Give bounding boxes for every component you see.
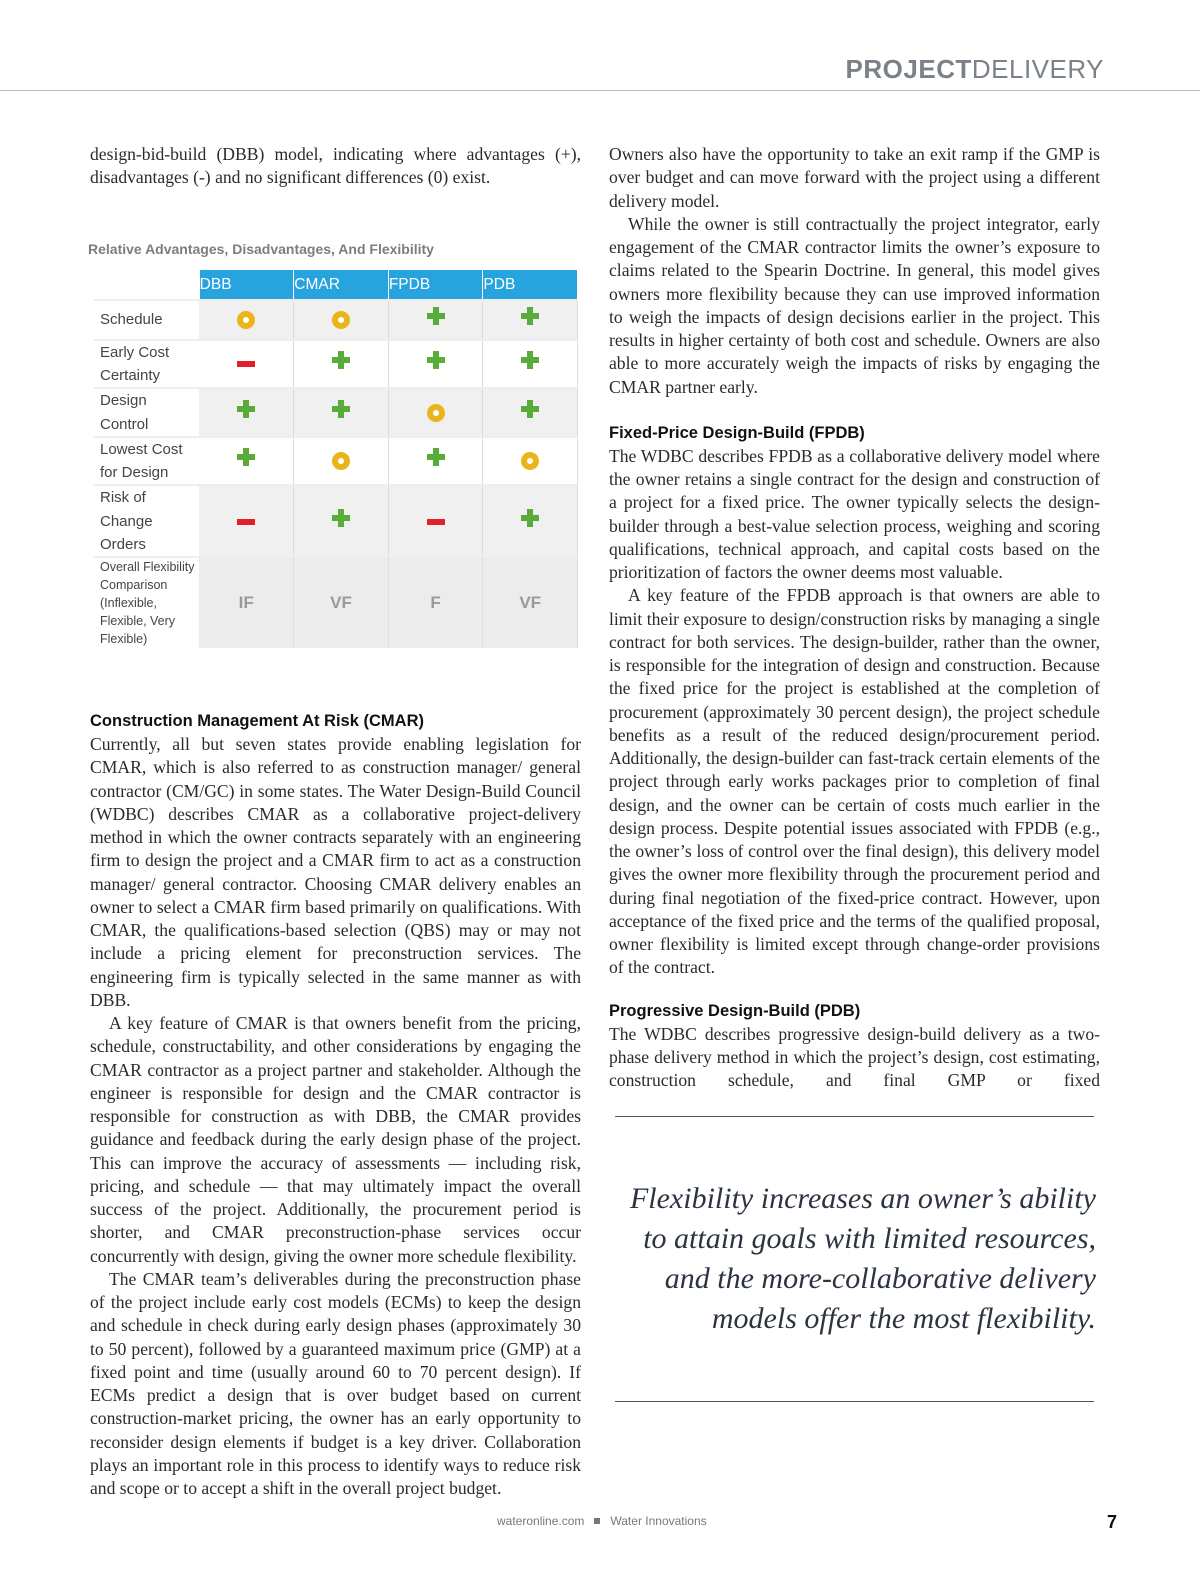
minus-icon xyxy=(237,519,255,525)
flexibility-label xyxy=(94,557,199,648)
plus-icon xyxy=(521,307,539,325)
flexibility-value: F xyxy=(388,557,483,648)
pull-quote: Flexibility increases an owner’s ability to attain goals with limited resources, and the more-collaborative delivery models offer the most flexibility. xyxy=(629,1182,1096,1336)
table-row xyxy=(94,485,578,557)
row-label: Early Cost Certainty xyxy=(94,340,199,389)
rating-cell xyxy=(199,437,294,486)
plus-icon xyxy=(427,307,445,325)
rating-cell xyxy=(483,485,578,557)
quote-rule-top xyxy=(615,1116,1094,1117)
table-row xyxy=(94,437,578,486)
table-row xyxy=(94,340,578,389)
comparison-table xyxy=(94,270,578,648)
body-paragraph: The WDBC describes FPDB as a collaborative delivery model where the owner retains a single contract for the design and construction of a project for a fixed price. The owner typically selects the design-builder through a best-value selection process, weighing and scoring qualifications, technical approach, and capital costs based on the prioritization of factors the owner deems most valuable. xyxy=(609,445,1100,582)
zero-circle-icon xyxy=(427,404,445,422)
page-number: 7 xyxy=(1107,1512,1118,1532)
row-label: Design Control xyxy=(94,388,199,437)
zero-circle-icon xyxy=(237,311,255,329)
rating-cell xyxy=(199,300,294,340)
rating-cell xyxy=(483,340,578,389)
rating-cell xyxy=(199,340,294,389)
table-row xyxy=(94,388,578,437)
rating-cell xyxy=(199,485,294,557)
left-column xyxy=(90,143,581,1500)
flexibility-value: VF xyxy=(483,557,578,648)
rating-cell xyxy=(483,437,578,486)
footer-site: wateronline.com xyxy=(497,1514,585,1528)
plus-icon xyxy=(521,400,539,418)
plus-icon xyxy=(332,509,350,527)
body-paragraph: Owners also have the opportunity to take an exit ramp if the GMP is over budget and can move forward with the project using a different delivery model. xyxy=(609,144,1100,211)
header-divider xyxy=(0,90,1200,91)
table-title: Relative Advantages, Disadvantages, And Flexibility xyxy=(88,240,434,257)
column-header: PDB xyxy=(483,270,578,300)
body-paragraph: While the owner is still contractually the project integrator, early engagement of the CMAR contractor limits the owner’s exposure to claims related to the Spearin Doctrine. In general, this model gives owners more flexibility because they can use improved information to weigh the impacts of design decisions earlier in the project. This results in higher certainty of both cost and schedule. Owners are also able to more accurately weigh the impacts of risks by engaging the CMAR partner early. xyxy=(609,213,1100,397)
column-header: FPDB xyxy=(388,270,483,300)
plus-icon xyxy=(332,400,350,418)
flex-label-1: Overall Flexibility Comparison xyxy=(100,560,195,592)
rating-cell xyxy=(294,437,389,486)
minus-icon xyxy=(427,519,445,525)
rating-cell xyxy=(388,300,483,340)
pdb-heading: Progressive Design-Build (PDB) xyxy=(609,1001,861,1020)
row-label: Lowest Cost for Design xyxy=(94,437,199,486)
rating-cell xyxy=(294,485,389,557)
quote-rule-bottom xyxy=(615,1401,1094,1402)
rating-cell xyxy=(294,340,389,389)
rating-cell xyxy=(388,388,483,437)
plus-icon xyxy=(521,351,539,369)
body-paragraph: The CMAR team’s deliverables during the preconstruction phase of the project include early cost models (ECMs) to keep the design and schedule in check during early design phases (approximately 30 to 50 percent), followed by a guaranteed maximum price (GMP) at a fixed point and time (usually around 60 to 70 percent design). If ECMs predict a design that is over budget based on current construction-market pricing, the owner has an early opportunity to reconsider design elements if budget is a key driver. Collaboration plays an important role in this process to identify ways to reduce risk and scope or to accept a shift in the overall project budget. xyxy=(90,1268,581,1498)
body-paragraph: Currently, all but seven states provide enabling legislation for CMAR, which is also referred to as construction manager/ general contractor (CM/GC) in some states. The Water Design-Build Council (WDBC) describes CMAR as a collaborative project-delivery method in which the owner contracts separately with an engineering firm to design the project and a CMAR firm to act as a construction manager/ general contractor. Choosing CMAR delivery enables an owner to select a CMAR firm based primarily on qualifications. With CMAR, the qualifications-based selection (QBS) may or may not include a pricing element for preconstruction services. The engineering firm is typically selected in the same manner as with DBB. xyxy=(90,734,581,1010)
rating-cell xyxy=(483,300,578,340)
zero-circle-icon xyxy=(332,452,350,470)
header-regular: DELIVERY xyxy=(971,54,1104,84)
zero-circle-icon xyxy=(521,452,539,470)
body-paragraph: A key feature of the FPDB approach is that owners are able to limit their exposure to design/construction risks by managing a single contract for both services. The design-builder, rather than the owner, is responsible for the integration of design and construction. Because the fixed price for the project is established at the completion of procurement (approximately 30 percent design), the project schedule benefits as a result of the reduced design/procurement period. Additionally, the design-builder can fast-track certain elements of the project through early works packages prior to completion of final design, and the owner can be certain of costs much earlier in the design process. Despite potential issues associated with FPDB (e.g., the owner’s loss of control over the final design), this delivery model gives the owner more flexibility through the procurement period and during final negotiation of the fixed-price contract. However, upon acceptance of the fixed price and the terms of the qualified proposal, owner flexibility is limited except through change-order provisions of the contract. xyxy=(609,585,1100,978)
body-paragraph: The WDBC describes progressive design-build delivery as a two-phase delivery method in which the project’s design, cost estimating, construction schedule, and final GMP or fixed xyxy=(609,1023,1100,1090)
body-paragraph: A key feature of CMAR is that owners benefit from the pricing, schedule, constructability, and other considerations by engaging the CMAR contractor as a project partner and stakeholder. Although the engineer is responsible for design and the CMAR contractor is responsible for construction as with DBB, the CMAR provides guidance and feedback during the early design phase of the project. This can improve the accuracy of assessments — including risk, pricing, and schedule — that may ultimately impact the overall success of the project. Additionally, the procurement period is shorter, and CMAR preconstruction-phase services occur concurrently with design, giving the owner more schedule flexibility. xyxy=(90,1013,581,1266)
rating-cell xyxy=(388,340,483,389)
flex-label-2: (Inflexible, Flexible, Very Flexible) xyxy=(100,596,176,646)
rating-cell xyxy=(199,388,294,437)
cmar-heading: Construction Management At Risk (CMAR) xyxy=(90,712,424,730)
separator-square-icon xyxy=(594,1518,600,1524)
footer xyxy=(497,1514,707,1528)
column-header: DBB xyxy=(199,270,294,300)
header-bold: PROJECT xyxy=(845,54,972,84)
plus-icon xyxy=(237,400,255,418)
plus-icon xyxy=(332,351,350,369)
rating-cell xyxy=(483,388,578,437)
zero-circle-icon xyxy=(332,311,350,329)
minus-icon xyxy=(237,361,255,367)
rating-cell xyxy=(388,437,483,486)
plus-icon xyxy=(427,448,445,466)
fpdb-heading: Fixed-Price Design-Build (FPDB) xyxy=(609,423,865,442)
blank-header xyxy=(94,270,199,300)
row-label: Schedule xyxy=(94,300,199,340)
row-label: Risk of Change Orders xyxy=(94,485,199,557)
intro-paragraph: design-bid-build (DBB) model, indicating where advantages (+), disadvantages (-) and no significant differences (0) exist. xyxy=(90,144,581,188)
section-header xyxy=(846,54,1104,85)
plus-icon xyxy=(237,448,255,466)
flexibility-value: VF xyxy=(294,557,389,648)
flexibility-value: IF xyxy=(199,557,294,648)
rating-cell xyxy=(294,388,389,437)
rating-cell xyxy=(388,485,483,557)
column-header: CMAR xyxy=(294,270,389,300)
flexibility-row xyxy=(94,557,578,648)
plus-icon xyxy=(427,351,445,369)
footer-publication: Water Innovations xyxy=(610,1514,707,1528)
rating-cell xyxy=(294,300,389,340)
plus-icon xyxy=(521,509,539,527)
right-column xyxy=(609,143,1100,1402)
table-row xyxy=(94,300,578,340)
